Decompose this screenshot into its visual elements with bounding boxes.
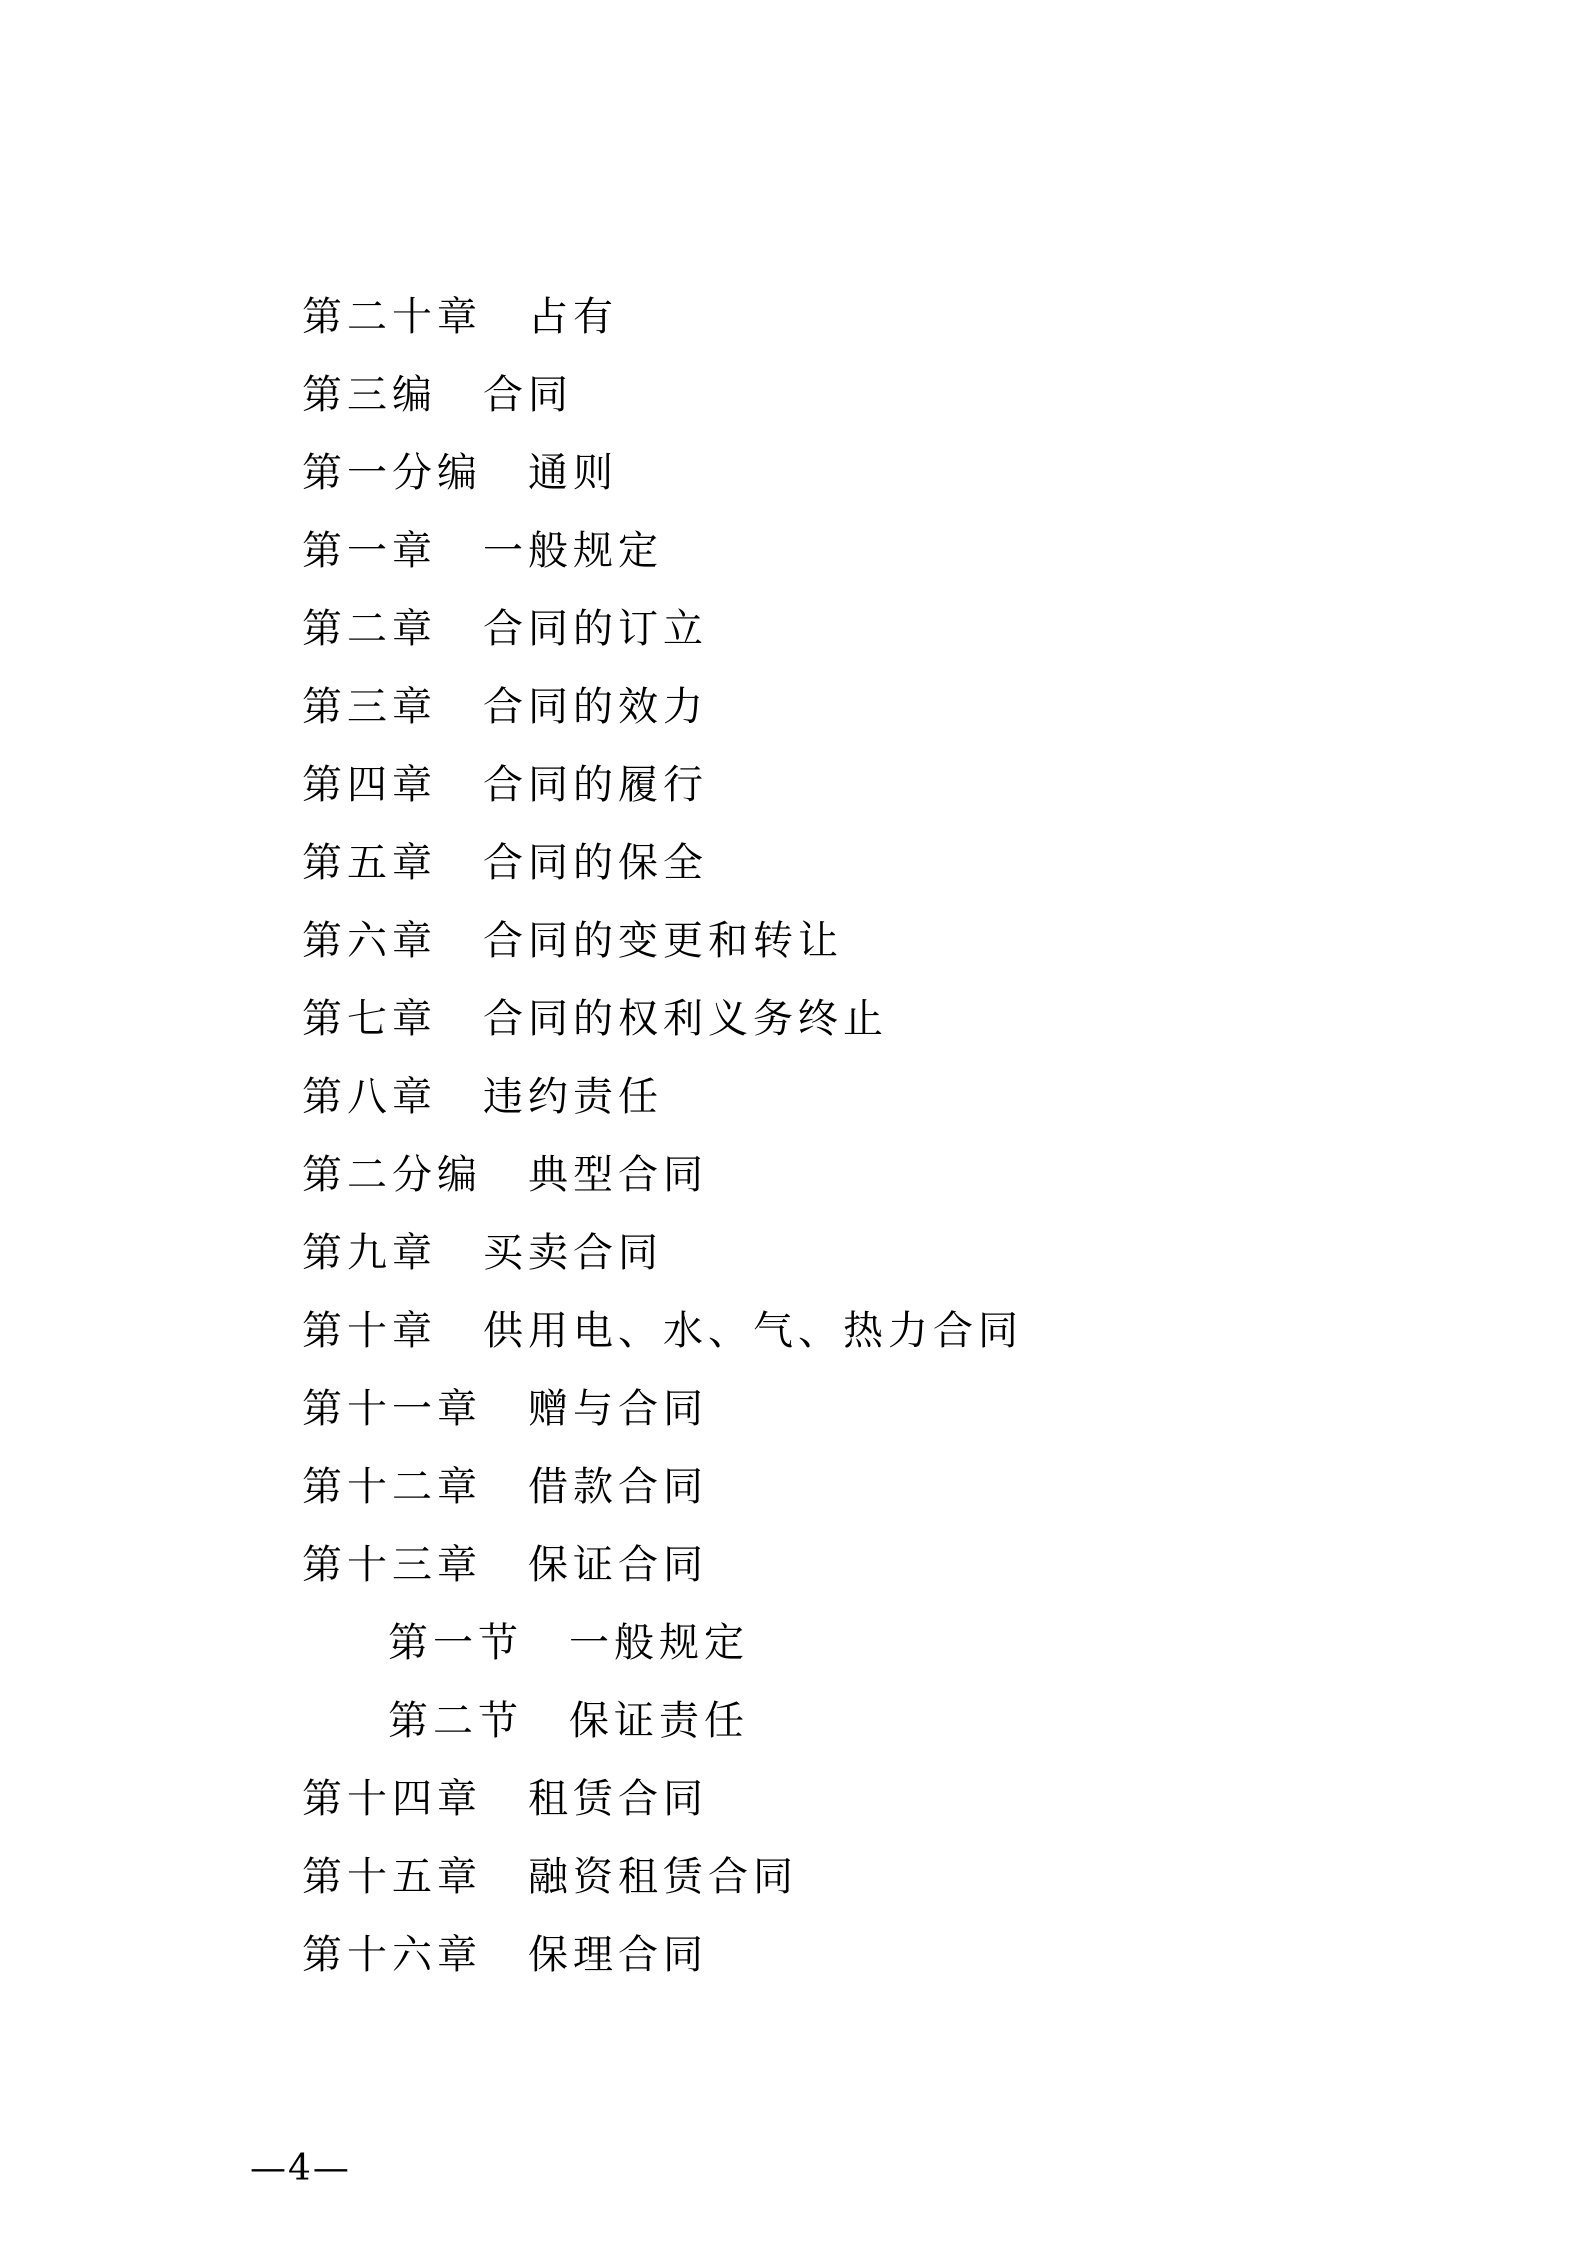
toc-entry-number: 第五章 [302, 840, 437, 886]
toc-entry-number: 第三编 [302, 372, 437, 418]
toc-entry-number: 第九章 [302, 1230, 437, 1276]
toc-entry-title: 占有 [528, 294, 618, 340]
toc-entry-title: 供用电、水、气、热力合同 [483, 1308, 1023, 1354]
toc-entry [302, 356, 573, 434]
toc-entry [302, 1292, 1023, 1370]
toc-entry-title: 合同的变更和转让 [483, 918, 843, 964]
toc-entry-title: 一般规定 [569, 1620, 749, 1666]
toc-entry [302, 1526, 708, 1604]
toc-entry-number: 第一分编 [302, 450, 482, 496]
toc-entry-number: 第一章 [302, 528, 437, 574]
toc-entry-number: 第二节 [388, 1698, 523, 1744]
toc-entry-number: 第二十章 [302, 294, 482, 340]
toc-entry-number: 第十二章 [302, 1464, 482, 1510]
toc-entry-number: 第八章 [302, 1074, 437, 1120]
toc-entry-number: 第十一章 [302, 1386, 482, 1432]
toc-entry-number: 第四章 [302, 762, 437, 808]
toc-entry [302, 1058, 663, 1136]
toc-entry [302, 668, 708, 746]
toc-entry-title: 合同的履行 [483, 762, 708, 808]
toc-entry-number: 第六章 [302, 918, 437, 964]
toc-entry-title: 合同的订立 [483, 606, 708, 652]
toc-entry [302, 980, 888, 1058]
toc-entry [388, 1604, 749, 1682]
toc-entry [302, 1370, 708, 1448]
toc-entry-title: 合同的权利义务终止 [483, 996, 888, 1042]
page-number: —4— [250, 2148, 351, 2189]
toc-entry [302, 1838, 798, 1916]
toc-entry-title: 通则 [528, 450, 618, 496]
toc-entry-title: 保理合同 [528, 1932, 708, 1978]
toc-entry [302, 1214, 663, 1292]
toc-entry-title: 租赁合同 [528, 1776, 708, 1822]
toc-entry-title: 合同 [483, 372, 573, 418]
toc-entry [302, 278, 618, 356]
toc-entry-title: 保证责任 [569, 1698, 749, 1744]
toc-entry-title: 违约责任 [483, 1074, 663, 1120]
toc-entry [302, 824, 708, 902]
toc-entry-number: 第十三章 [302, 1542, 482, 1588]
toc-entry-title: 典型合同 [528, 1152, 708, 1198]
toc-entry-number: 第一节 [388, 1620, 523, 1666]
toc-entry [302, 1760, 708, 1838]
toc-entry [302, 434, 618, 512]
toc-entry-number: 第七章 [302, 996, 437, 1042]
toc-entry [388, 1682, 749, 1760]
toc-entry-title: 买卖合同 [483, 1230, 663, 1276]
toc-entry-number: 第十六章 [302, 1932, 482, 1978]
toc-entry-number: 第三章 [302, 684, 437, 730]
toc-entry-title: 合同的效力 [483, 684, 708, 730]
toc-entry [302, 902, 843, 980]
toc-entry-number: 第十章 [302, 1308, 437, 1354]
toc-entry [302, 590, 708, 668]
toc-entry [302, 1448, 708, 1526]
toc-entry-title: 融资租赁合同 [528, 1854, 798, 1900]
toc-entry-title: 赠与合同 [528, 1386, 708, 1432]
toc-entry-number: 第十五章 [302, 1854, 482, 1900]
toc-entry-number: 第十四章 [302, 1776, 482, 1822]
toc-entry [302, 512, 663, 590]
toc-entry [302, 1136, 708, 1214]
toc-entry-title: 保证合同 [528, 1542, 708, 1588]
toc-entry-title: 借款合同 [528, 1464, 708, 1510]
toc-entry [302, 1916, 708, 1994]
toc-entry-title: 一般规定 [483, 528, 663, 574]
toc-entry-number: 第二分编 [302, 1152, 482, 1198]
toc-entry-title: 合同的保全 [483, 840, 708, 886]
toc-entry-number: 第二章 [302, 606, 437, 652]
toc-entry [302, 746, 708, 824]
